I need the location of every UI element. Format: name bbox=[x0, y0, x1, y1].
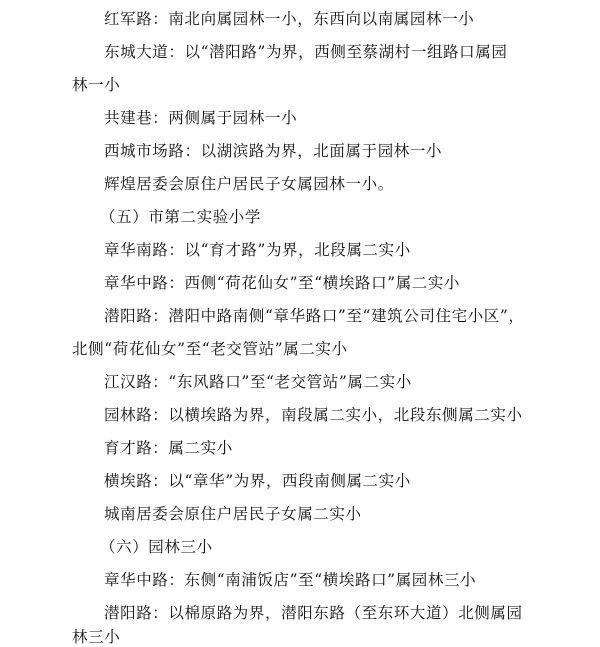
text-line: 城南居委会原住户居民子女属二实小 bbox=[104, 505, 362, 523]
text-line: 育才路：属二实小 bbox=[104, 439, 233, 457]
text-line: 林三小 bbox=[72, 628, 121, 646]
text-line: 园林路：以横埃路为界，南段属二实小，北段东侧属二实小 bbox=[104, 406, 523, 424]
text-line: 江汉路：“东风路口”至“老交管站”属二实小 bbox=[104, 373, 412, 391]
text-line: 横埃路：以“章华”为界，西段南侧属二实小 bbox=[104, 472, 411, 490]
section-heading: （六）园林三小 bbox=[100, 538, 213, 556]
text-line: 潜阳路：以棉原路为界，潜阳东路（至东环大道）北侧属园 bbox=[104, 604, 523, 622]
text-line: 章华南路：以“育才路”为界，北段属二实小 bbox=[104, 241, 411, 259]
section-heading: （五）市第二实验小学 bbox=[100, 208, 262, 226]
text-line: 章华中路：西侧“荷花仙女”至“横埃路口”属二实小 bbox=[104, 274, 461, 292]
text-line: 共建巷：两侧属于园林一小 bbox=[104, 109, 298, 127]
text-line: 东城大道：以“潜阳路”为界，西侧至蔡湖村一组路口属园 bbox=[104, 43, 508, 61]
text-line: 红军路：南北向属园林一小，东西向以南属园林一小 bbox=[104, 10, 475, 28]
text-line: 章华中路：东侧“南浦饭店”至“横埃路口”属园林三小 bbox=[104, 571, 477, 589]
text-line: 北侧“荷花仙女”至“老交管站”属二实小 bbox=[72, 340, 348, 358]
text-line: 西城市场路：以湖滨路为界，北面属于园林一小 bbox=[104, 142, 443, 160]
text-line: 潜阳路：潜阳中路南侧“章华路口”至“建筑公司住宅小区”， bbox=[104, 307, 525, 325]
text-line: 辉煌居委会原住户居民子女属园林一小。 bbox=[104, 175, 394, 193]
text-line: 林一小 bbox=[72, 76, 121, 94]
